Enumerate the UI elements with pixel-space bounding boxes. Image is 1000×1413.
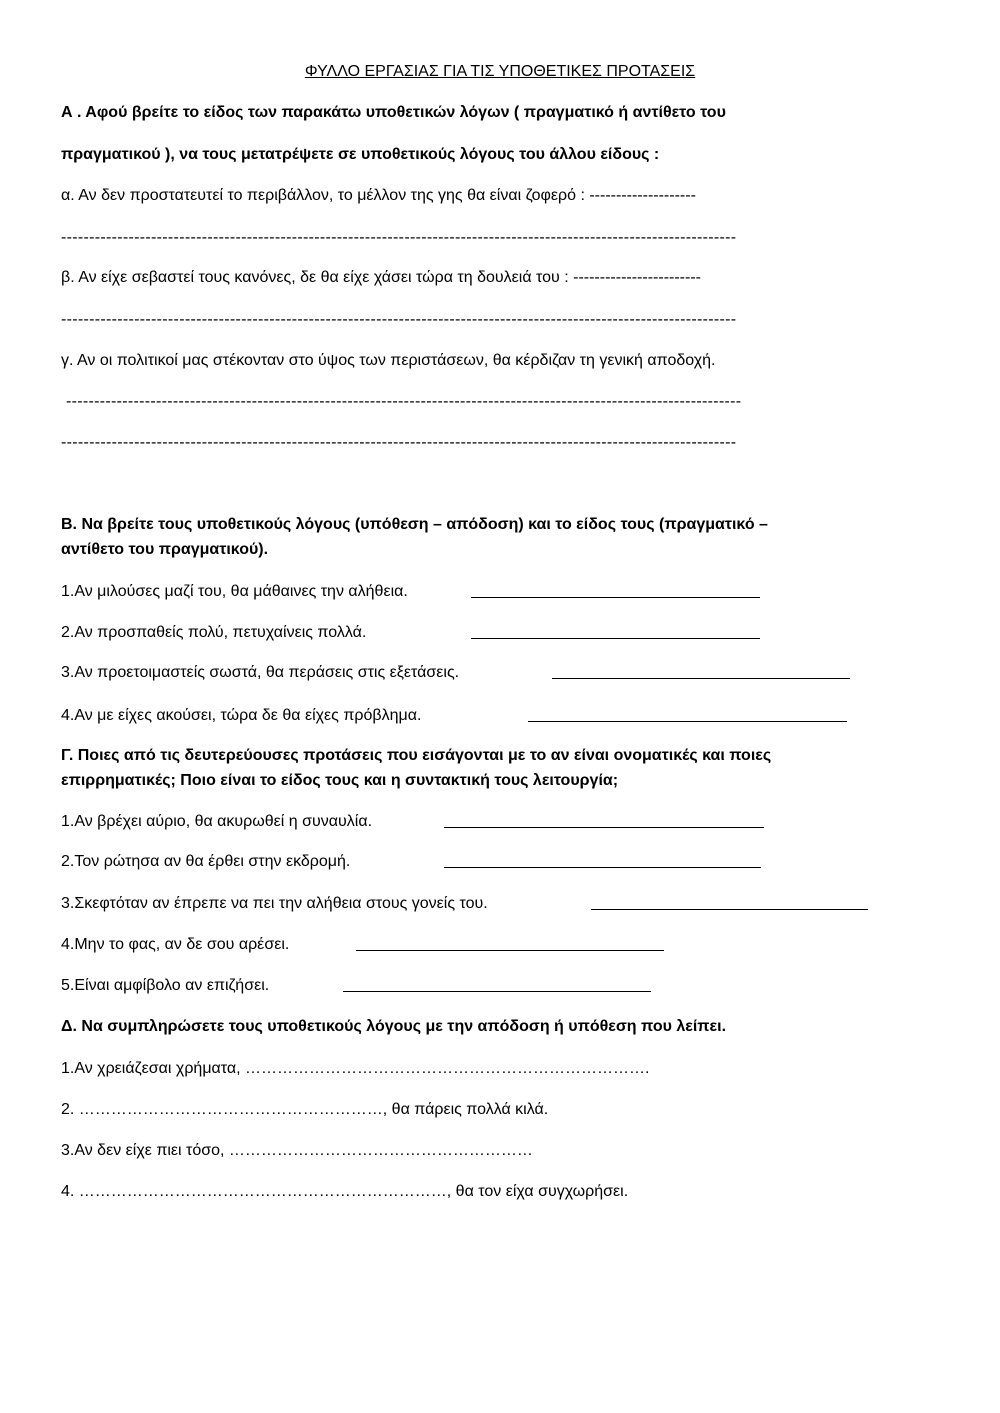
section-b-heading-line1: Β. Να βρείτε τους υποθετικούς λόγους (υπόθεση – απόδοση) και το είδος τους (πραγματικό – xyxy=(61,516,768,533)
page-title: ΦΥΛΛΟ ΕΡΓΑΣΙΑΣ ΓΙΑ ΤΙΣ ΥΠΟΘΕΤΙΚΕΣ ΠΡΟΤΑΣΕΙΣ xyxy=(304,63,696,80)
answer-blank[interactable] xyxy=(471,623,760,639)
section-a-item-c: γ. Αν οι πολιτικοί μας στέκονταν στο ύψος των περιστάσεων, θα κέρδιζαν τη γενική αποδοχή. xyxy=(61,352,716,369)
answer-blank[interactable] xyxy=(552,663,850,679)
section-a-heading-line2: πραγματικού ), να τους μετατρέψετε σε υποθετικούς λόγους του άλλου είδους : xyxy=(61,146,660,163)
answer-dash-line[interactable]: ------------------------------------------------------------------------------------------------------------------------ xyxy=(61,229,737,246)
answer-blank[interactable] xyxy=(591,894,868,910)
section-a-item-a: α. Αν δεν προστατευτεί το περιβάλλον, το μέλλον της γης θα είναι ζοφερό : -------------------- xyxy=(61,187,696,204)
section-d-item-2[interactable]: 2. …………………………………………………, θα πάρεις πολλά κιλά. xyxy=(61,1101,549,1118)
section-d-item-4[interactable]: 4. ……………………………………………………………, θα τον είχα συγχωρήσει. xyxy=(61,1183,629,1200)
answer-dash-line[interactable]: ------------------------------------------------------------------------------------------------------------------------ xyxy=(61,311,737,328)
answer-blank[interactable] xyxy=(528,706,847,722)
section-d-item-1[interactable]: 1.Αν χρειάζεσαι χρήματα, …………………………………………………………………. xyxy=(61,1060,650,1077)
section-b-heading-line2: αντίθετο του πραγματικού). xyxy=(61,541,269,558)
answer-dash-line[interactable]: ------------------------------------------------------------------------------------------------------------------------ xyxy=(61,434,737,451)
section-d-heading: Δ. Να συμπληρώσετε τους υποθετικούς λόγους με την απόδοση ή υπόθεση που λείπει. xyxy=(61,1018,727,1035)
section-c-item-4: 4.Μην το φας, αν δε σου αρέσει. xyxy=(61,936,290,953)
section-c-heading-line1: Γ. Ποιες από τις δευτερεύουσες προτάσεις που εισάγονται με το αν είναι ονοματικές και ποιες xyxy=(61,747,772,764)
answer-blank[interactable] xyxy=(444,812,764,828)
section-c-item-5: 5.Είναι αμφίβολο αν επιζήσει. xyxy=(61,977,270,994)
section-a-heading-line1: Α . Αφού βρείτε το είδος των παρακάτω υποθετικών λόγων ( πραγματικό ή αντίθετο του xyxy=(61,104,726,121)
section-d-item-3[interactable]: 3.Αν δεν είχε πιει τόσο, ………………………………………………… xyxy=(61,1142,533,1159)
section-b-item-1: 1.Αν μιλούσες μαζί του, θα μάθαινες την αλήθεια. xyxy=(61,583,408,600)
answer-blank[interactable] xyxy=(356,935,664,951)
section-a-item-b: β. Αν είχε σεβαστεί τους κανόνες, δε θα είχε χάσει τώρα τη δουλειά του : ------------------------ xyxy=(61,269,701,286)
section-c-heading-line2: επιρρηματικές; Ποιο είναι το είδος τους και η συντακτική τους λειτουργία; xyxy=(61,772,619,789)
section-c-item-3: 3.Σκεφτόταν αν έπρεπε να πει την αλήθεια στους γονείς του. xyxy=(61,895,488,912)
answer-dash-line[interactable]: ------------------------------------------------------------------------------------------------------------------------ xyxy=(66,393,742,410)
section-b-item-3: 3.Αν προετοιμαστείς σωστά, θα περάσεις στις εξετάσεις. xyxy=(61,664,460,681)
answer-blank[interactable] xyxy=(444,852,761,868)
section-b-item-4: 4.Αν με είχες ακούσει, τώρα δε θα είχες πρόβλημα. xyxy=(61,707,422,724)
answer-blank[interactable] xyxy=(471,582,760,598)
answer-blank[interactable] xyxy=(343,976,651,992)
section-b-item-2: 2.Αν προσπαθείς πολύ, πετυχαίνεις πολλά. xyxy=(61,624,367,641)
section-c-item-2: 2.Τον ρώτησα αν θα έρθει στην εκδρομή. xyxy=(61,853,351,870)
section-c-item-1: 1.Αν βρέχει αύριο, θα ακυρωθεί η συναυλία. xyxy=(61,813,373,830)
